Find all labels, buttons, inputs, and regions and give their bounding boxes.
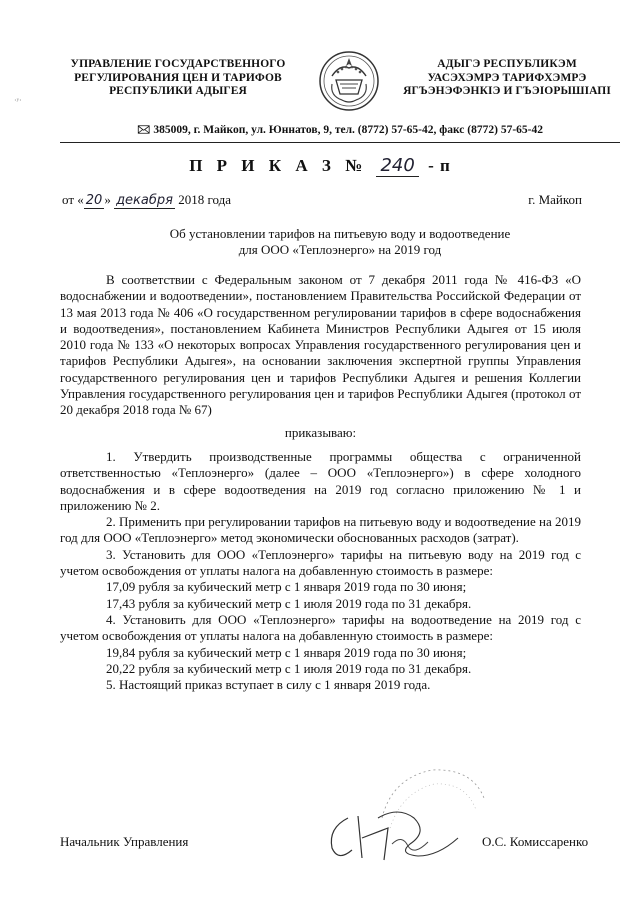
header-divider bbox=[60, 142, 620, 143]
header-right-line: ЯГЪЭНЭФЭНКIЭ И ГЪЭIОРЫШIАПI bbox=[403, 85, 611, 97]
order-title-text: П Р И К А З № bbox=[189, 156, 368, 175]
header-left-line: УПРАВЛЕНИЕ ГОСУДАРСТВЕННОГО bbox=[70, 58, 286, 70]
order-number: 240 bbox=[376, 155, 418, 177]
subject-line: Об установлении тарифов на питьевую воду и водоотведение bbox=[169, 226, 511, 241]
header-right-line: УАСЭХЭМРЭ ТАРИФХЭМРЭ bbox=[427, 71, 587, 84]
header-right-line: АДЫГЭ РЕСПУБЛИКЭМ bbox=[437, 58, 577, 70]
subject-line: для ООО «Теплоэнерго» на 2019 год bbox=[238, 242, 442, 257]
order-body bbox=[60, 272, 581, 693]
preamble: В соответствии с Федеральным законом от 7 декабря 2011 года № 416-ФЗ «О водоснабжении и водоотведении», постановлением Правительства Российской Федерации от 13 мая 2013 года № 406 «О государственном регулировании тарифов в сфере водоснабжения и водоотведения», постановлением Кабинета Министров Республики Адыгея от 15 июля 2010 года № 133 «О некоторых вопросах Управления государственного регулирования цен и тарифов Республики Адыгея», на основании заключения экспертной группы Управления государственного регулирования цен и тарифов Республики Адыгея и решения Коллегии Управления государственного регулирования цен и тарифов Республики Адыгея (протокол от 20 декабря 2018 года № 67) bbox=[60, 272, 581, 418]
item-1: 1. Утвердить производственные программы общества с ограниченной ответственностью «Теплоэнерго» (далее – ООО «Теплоэнерго») в сфере холодного водоснабжения и в сфере водоотведения на 2019 год согласно приложению № 1 и приложению № 2. bbox=[60, 448, 581, 513]
signer-position: Начальник Управления bbox=[60, 834, 189, 849]
signer-name: О.С. Комиссаренко bbox=[482, 834, 589, 849]
date-year: 2018 года bbox=[178, 192, 231, 207]
address-line bbox=[60, 122, 620, 141]
handwritten-signature bbox=[318, 798, 468, 878]
item-3-rate-2: 17,43 рубля за кубический метр с 1 июля 2019 года по 31 декабря. bbox=[106, 595, 472, 611]
item-3-rate-1: 17,09 рубля за кубический метр с 1 января 2019 года по 30 июня; bbox=[106, 579, 467, 595]
item-4-rate-2: 20,22 рубля за кубический метр с 1 июля 2019 года по 31 декабря. bbox=[106, 660, 472, 676]
item-4-rate-1: 19,84 рубля за кубический метр с 1 января 2019 года по 30 июня; bbox=[106, 644, 467, 660]
envelope-icon: 🖂 bbox=[137, 124, 151, 136]
address-text: 385009, г. Майкоп, ул. Юннатов, 9, тел. (8772) 57-65-42, факс (8772) 57-65-42 bbox=[153, 124, 543, 136]
header-left-line: РЕСПУБЛИКИ АДЫГЕЯ bbox=[109, 85, 247, 97]
header-right bbox=[392, 58, 622, 99]
coat-of-arms-icon bbox=[318, 50, 380, 112]
date-mid: » bbox=[104, 192, 111, 207]
header-left bbox=[58, 58, 298, 99]
date-line bbox=[62, 192, 562, 208]
order-suffix: - п bbox=[428, 156, 451, 175]
header-left-line: РЕГУЛИРОВАНИЯ ЦЕН И ТАРИФОВ bbox=[74, 71, 282, 84]
item-4: 4. Установить для ООО «Теплоэнерго» тарифы на водоотведение на 2019 год с учетом освобождения от уплаты налога на добавленную стоимость в размере: bbox=[60, 611, 581, 644]
item-3: 3. Установить для ООО «Теплоэнерго» тарифы на питьевую воду на 2019 год с учетом освобождения от уплаты налога на добавленную стоимость в размере: bbox=[60, 546, 581, 579]
city: г. Майкоп bbox=[528, 192, 582, 207]
scan-speck: ·ʸ· bbox=[14, 96, 22, 105]
item-2: 2. Применить при регулировании тарифов на питьевую воду и водоотведение на 2019 год для ООО «Теплоэнерго» метод экономически обоснованных расходов (затрат). bbox=[60, 514, 581, 546]
date-month: декабря bbox=[116, 193, 173, 208]
item-5: 5. Настоящий приказ вступает в силу с 1 января 2019 года. bbox=[106, 677, 431, 693]
orders-word: приказываю: bbox=[284, 424, 357, 440]
date-prefix: от « bbox=[62, 192, 84, 207]
date-day: 20 bbox=[85, 193, 103, 208]
order-title bbox=[0, 155, 640, 176]
order-subject bbox=[110, 226, 570, 258]
